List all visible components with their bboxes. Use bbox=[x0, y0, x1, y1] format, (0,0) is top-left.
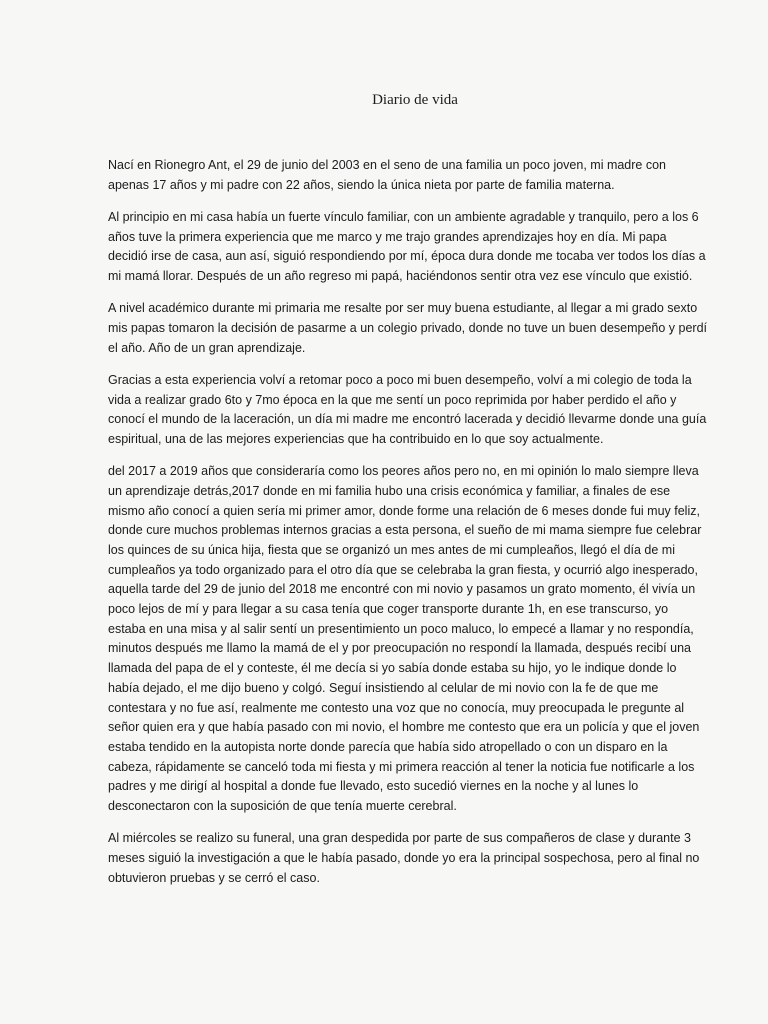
paragraph-6: Al miércoles se realizo su funeral, una gran despedida por parte de sus compañeros de clase y durante 3 meses siguió la investigación a que le había pasado, donde yo era la principal sospechosa, pero al final no obtuvieron pruebas y se cerró el caso. bbox=[108, 831, 700, 885]
document-title: Diario de vida bbox=[372, 92, 458, 108]
paragraph-5: del 2017 a 2019 años que consideraría como los peores años pero no, en mi opinión lo malo siempre lleva un aprendizaje detrás,2017 donde en mi familia hubo una crisis económica y familiar, a finales de ese mismo año conocí a quien sería mi primer amor, donde forme una relación de 6 meses donde fui muy feliz, donde cure muchos problemas internos gracias a esta persona, el sueño de mi mama siempre fue celebrar los quinces de su única hija, fiesta que se organizó un mes antes de mi cumpleaños, llegó el día de mi cumpleaños ya todo organizado para el otro día que se celebraba la gran fiesta, y ocurrió algo inesperado, aquella tarde del 29 de junio del 2018 me encontré con mi novio y pasamos un grato momento, él vivía un poco lejos de mí y para llegar a su casa tenía que coger transporte durante 1h, en ese transcurso, yo estaba en una misa y al salir sentí un presentimiento un poco maluco, lo empecé a llamar y no respondía, minutos después me llamo la mamá de el y por preocupación no respondí la llamada, después recibí una llamada del papa de el y conteste, él me decía si yo sabía donde estaba su hijo, yo le indique donde lo había dejado, el me dijo bueno y colgó. Seguí insistiendo al celular de mi novio con la fe de que me contestara y no fue así, realmente me contesto una voz que no conocía, muy preocupada le pregunte al señor quien era y que había pasado con mi novio, el hombre me contesto que era un policía y que el joven estaba tendido en la autopista norte donde parecía que había sido atropellado o con un disparo en la cabeza, rápidamente se canceló toda mi fiesta y mi primera reacción al tener la noticia fue notificarle a los padres y me dirigí al hospital a donde fue llevado, esto sucedió viernes en la noche y al lunes lo desconectaron con la suposición de que tenía muerte cerebral. bbox=[108, 464, 702, 814]
paragraph-2: Al principio en mi casa había un fuerte vínculo familiar, con un ambiente agradable y tranquilo, pero a los 6 años tuve la primera experiencia que me marco y me trajo grandes aprendizajes hoy en día. Mi papa decidió irse de casa, aun así, siguió respondiendo por mí, época dura donde me tocaba ver todos los días a mi mamá llorar. Después de un año regreso mi papá, haciéndonos sentir otra vez ese vínculo que existió. bbox=[108, 209, 706, 284]
paragraph-4: Gracias a esta experiencia volví a retomar poco a poco mi buen desempeño, volví a mi colegio de toda la vida a realizar grado 6to y 7mo época en la que me sentí un poco reprimida por haber perdido el año y conocí el mundo de la laceración, un día mi madre me encontró lacerada y decidió llevarme donde una guía espiritual, una de las mejores experiencias que ha contribuido en lo que soy actualmente. bbox=[108, 372, 707, 446]
paragraph-3: A nivel académico durante mi primaria me resalte por ser muy buena estudiante, al llegar a mi grado sexto mis papas tomaron la decisión de pasarme a un colegio privado, donde no tuve un buen desempeño y perdí el año. Año de un gran aprendizaje. bbox=[108, 301, 707, 355]
paragraph-1: Nací en Rionegro Ant, el 29 de junio del 2003 en el seno de una familia un poco joven, mi madre con apenas 17 años y mi padre con 22 años, siendo la única nieta por parte de familia materna. bbox=[108, 158, 667, 192]
